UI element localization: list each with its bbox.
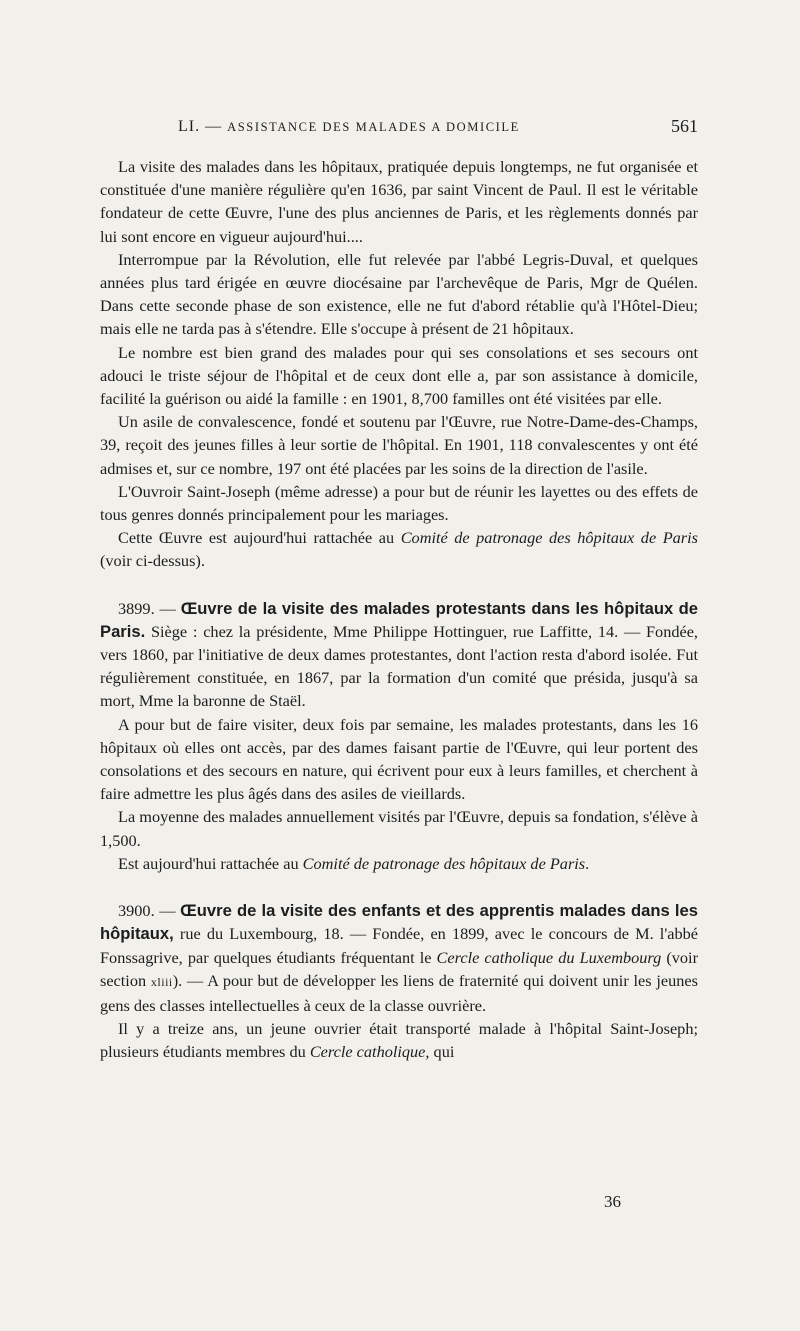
paragraph — [100, 1017, 698, 1063]
entry-heading: Œuvre de la visite des malades protestants dans les hôpitaux de Paris. — [100, 598, 698, 641]
text-run: ). — A pour but de développer les liens de fraternité qui doivent unir les jeunes gens des classes intellectuelles à ceux de la classe ouvrière. — [100, 970, 698, 1015]
text-run: (voir section — [100, 947, 699, 990]
chapter-title: ASSISTANCE DES MALADES A DOMICILE — [227, 120, 520, 134]
paragraph: La moyenne des malades annuellement visités par l'Œuvre, depuis sa fondation, s'élève à 1,500. — [100, 807, 698, 850]
entry-number: 3900. — — [118, 901, 181, 921]
text-run: Il y a treize ans, un jeune ouvrier était transporté malade à l'hôpital Saint-Joseph; plusieurs étudiants membres du — [100, 1019, 698, 1062]
chapter-number: LI. — [178, 118, 201, 135]
paragraph: Le nombre est bien grand des malades pour qui ses consolations et ses secours ont adouci le triste séjour de l'hôpital et de ceux dont elle a, par son assistance à domicile, facilité la guérison ou aidé la famille : en 1901, 8,700 familles ont été visitées par elle. — [100, 342, 698, 409]
italic-reference: Comité de patronage des hôpitaux de Paris — [302, 853, 586, 873]
entry-heading: Œuvre de la visite des enfants et des apprentis malades dans les hôpitaux, — [100, 901, 698, 944]
page-number: 561 — [671, 116, 698, 136]
text-run: qui — [429, 1042, 455, 1062]
paragraph: A pour but de faire visiter, deux fois par semaine, les malades protestants, dans les 16 hôpitaux où elles ont accès, par des dames faisant partie de l'Œuvre, qui leur portent des consolations et des secours en nature, qui écrivent pour eux à leurs familles, et cherchent à faire admettre les plus âgés dans des asiles de vieillards. — [100, 714, 698, 804]
section-reference: xliii — [150, 974, 173, 989]
text-run: (voir ci-dessus). — [100, 551, 205, 571]
italic-reference: Comité de patronage des hôpitaux de Paris — [400, 528, 698, 548]
paragraph — [100, 852, 698, 875]
signature-mark: 36 — [604, 1192, 621, 1211]
text-run: Cette Œuvre est aujourd'hui rattachée au — [118, 528, 401, 548]
italic-reference: Cercle catholique, — [309, 1042, 430, 1062]
running-header — [100, 118, 698, 142]
entry-number: 3899. — — [118, 598, 181, 618]
entry-3899 — [100, 597, 698, 713]
header-title — [178, 118, 520, 136]
paragraph: La visite des malades dans les hôpitaux, pratiquée depuis longtemps, ne fut organisée et constituée d'une manière régulière qu'en 1636, par saint Vincent de Paul. Il est le véritable fondateur de cette Œuvre, l'une des plus anciennes de Paris, et les règlements donnés par lui sont encore en vigueur aujourd'hui.... — [100, 157, 698, 246]
text-run: . — [585, 853, 590, 873]
paragraph: Un asile de convalescence, fondé et soutenu par l'Œuvre, rue Notre-Dame-des-Champs, 39, reçoit des jeunes filles à leur sortie de l'hôpital. En 1901, 118 convalescentes y ont été admises et, sur ce nombre, 197 ont été placées par les soins de la direction de l'asile. — [100, 412, 698, 478]
entry-3900 — [100, 899, 698, 1017]
entry-text: Siège : chez la présidente, Mme Philippe Hottinguer, rue Laffitte, 14. — Fondée, vers 1860, par l'initiative de deux dames protestantes, dont l'action resta d'abord isolée. Fut régulièrement constituée, en 1867, par la formation d'un comité que présida, jusqu'à sa mort, Mme la baronne de Staël. — [100, 621, 698, 711]
paragraph: L'Ouvroir Saint-Joseph (même adresse) a pour but de réunir les layettes ou des effets de tous genres donnés principalement pour les mariages. — [100, 481, 698, 525]
paragraph: Interrompue par la Révolution, elle fut relevée par l'abbé Legris-Duval, et quelques années plus tard érigée en œuvre diocésaine par l'archevêque de Paris, Mgr de Quélen. Dans cette seconde phase de son existence, elle ne fut d'abord rétablie qu'à l'Hôtel-Dieu; mais elle ne tarda pas à s'étendre. Elle s'occupe à présent de 21 hôpitaux. — [100, 249, 698, 339]
header-dash: — — [205, 118, 223, 135]
italic-reference: Cercle catholique du Luxembourg — [436, 947, 662, 967]
page-body — [100, 155, 698, 1064]
entry-text: rue du Luxembourg, 18. — Fondée, en 1899, avec le concours de M. l'abbé Fonssagrive, par quelques étudiants fréquentant le — [100, 924, 698, 967]
paragraph — [100, 526, 698, 572]
text-run: Est aujourd'hui rattachée au — [118, 853, 303, 873]
